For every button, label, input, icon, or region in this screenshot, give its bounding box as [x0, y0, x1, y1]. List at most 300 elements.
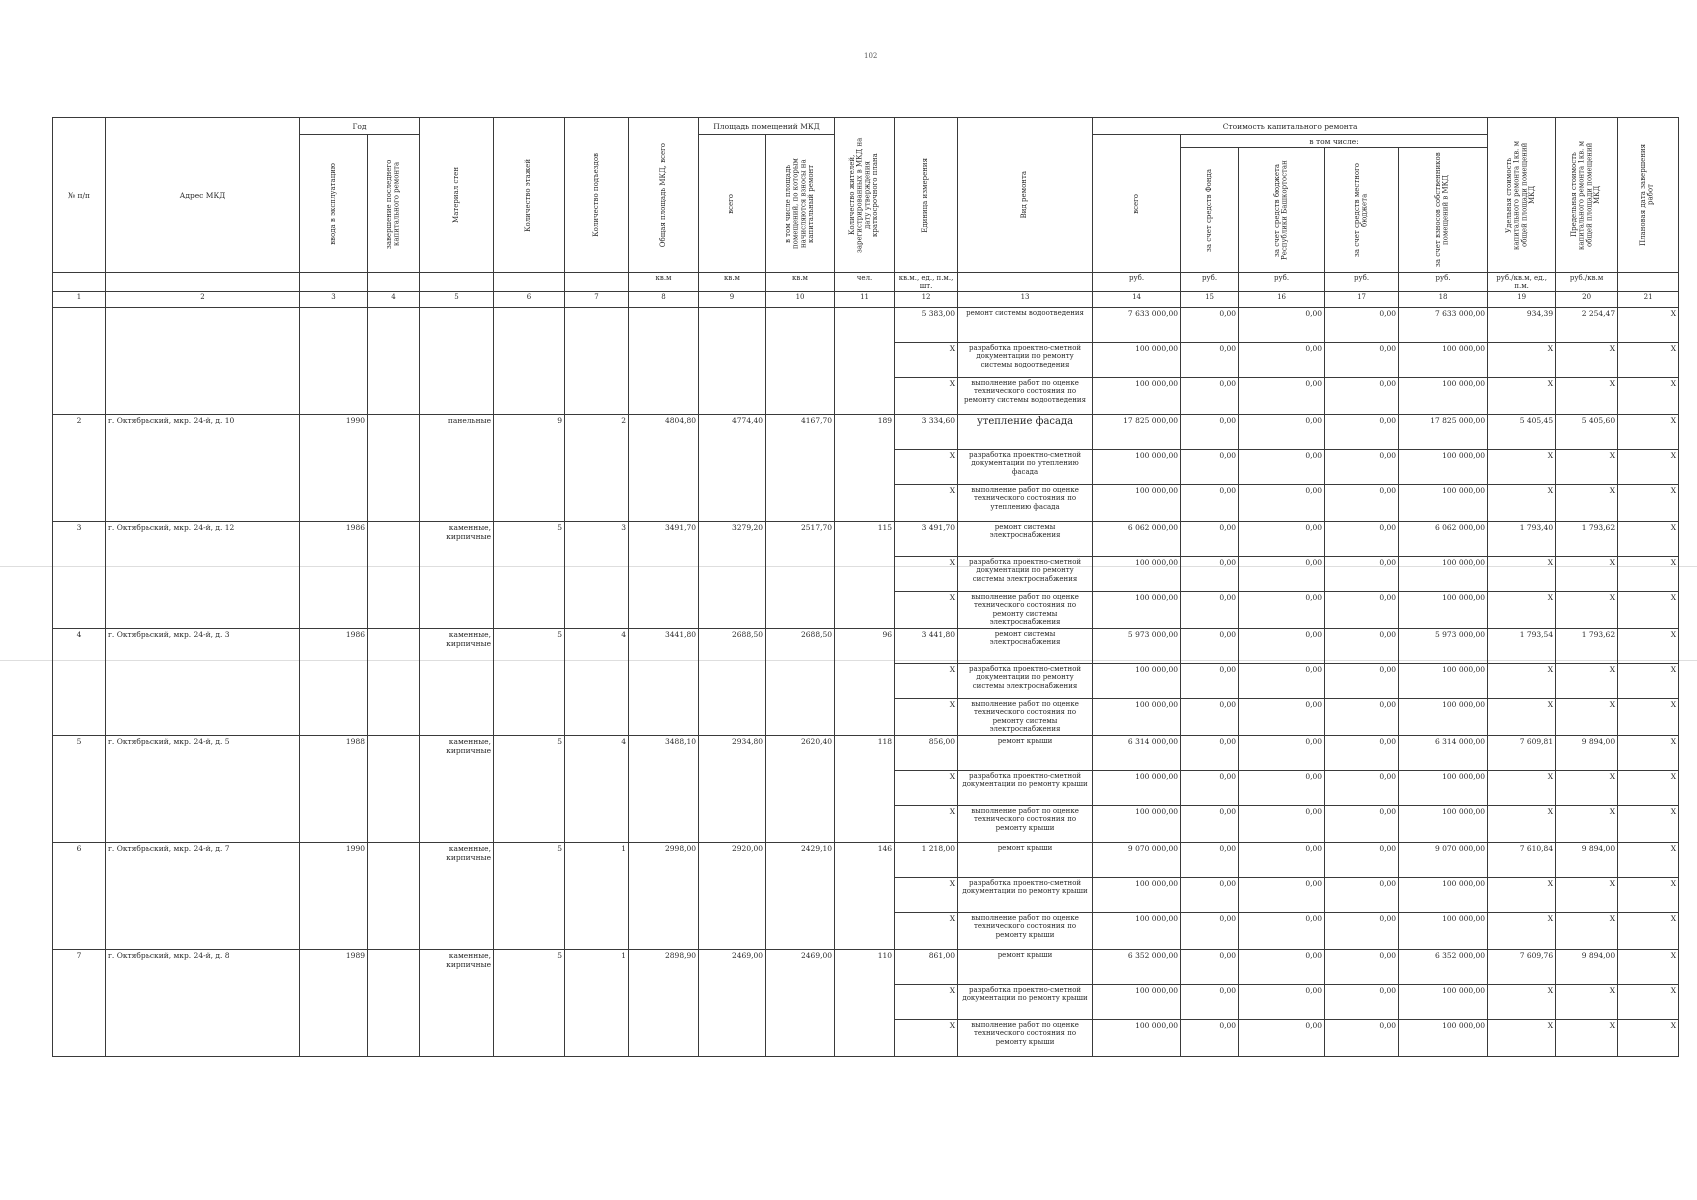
unit-cell: чел.	[835, 273, 895, 292]
work-unit: 856,00	[895, 736, 958, 771]
header-residents: Количество жителей, зарегистрированных в МКД на дату утверждения краткосрочного плана	[835, 118, 895, 273]
column-number-cell: 19	[1488, 292, 1556, 308]
work-date: X	[1618, 522, 1679, 557]
work-total: 100 000,00	[1093, 485, 1181, 522]
work-type: ремонт крыши	[958, 736, 1093, 771]
work-owners: 100 000,00	[1399, 806, 1488, 843]
work-unit-cost: X	[1488, 1020, 1556, 1057]
work-total: 100 000,00	[1093, 985, 1181, 1020]
work-unit-cost: X	[1488, 699, 1556, 736]
work-unit-cost: 7 609,81	[1488, 736, 1556, 771]
work-type: ремонт крыши	[958, 843, 1093, 878]
work-unit: 3 491,70	[895, 522, 958, 557]
work-rb: 0,00	[1239, 592, 1325, 629]
work-unit: X	[895, 664, 958, 699]
work-unit: X	[895, 771, 958, 806]
row-area-contrib	[766, 308, 835, 415]
row-floors: 9	[494, 415, 565, 522]
work-unit-cost: X	[1488, 343, 1556, 378]
unit-cell	[958, 273, 1093, 292]
work-unit: X	[895, 878, 958, 913]
work-limit: X	[1556, 450, 1618, 485]
header-limit-cost: Предельная стоимость капитального ремонта 1кв. м общей площади помещений МКД	[1556, 118, 1618, 273]
work-type: ремонт системы электроснабжения	[958, 522, 1093, 557]
work-unit-cost: X	[1488, 985, 1556, 1020]
work-date: X	[1618, 1020, 1679, 1057]
header-area: Площадь помещений МКД	[699, 118, 835, 135]
row-address: г. Октябрьский, мкр. 24-й, д. 5	[106, 736, 300, 843]
row-year-repair	[368, 843, 420, 950]
column-number-cell: 4	[368, 292, 420, 308]
unit-cell: руб.	[1325, 273, 1399, 292]
column-number-cell: 7	[565, 292, 629, 308]
work-total: 6 062 000,00	[1093, 522, 1181, 557]
work-unit-cost: X	[1488, 592, 1556, 629]
row-floors: 5	[494, 736, 565, 843]
header-cost-owners: за счет взносов собственников помещений в МКД	[1399, 148, 1488, 273]
row-year-built: 1990	[300, 415, 368, 522]
header-area-all: всего	[699, 135, 766, 273]
work-rb: 0,00	[1239, 1020, 1325, 1057]
row-material: каменные, кирпичные	[420, 522, 494, 629]
work-local: 0,00	[1325, 736, 1399, 771]
header-unit: Единица измерения	[895, 118, 958, 273]
row-floors: 5	[494, 843, 565, 950]
work-date: X	[1618, 699, 1679, 736]
work-local: 0,00	[1325, 378, 1399, 415]
unit-cell	[420, 273, 494, 292]
work-unit: X	[895, 378, 958, 415]
row-num: 6	[53, 843, 106, 950]
header-cost-fund: за счет средств Фонда	[1181, 148, 1239, 273]
work-owners: 9 070 000,00	[1399, 843, 1488, 878]
work-rb: 0,00	[1239, 736, 1325, 771]
work-date: X	[1618, 913, 1679, 950]
header-year-built: ввода в эксплуатацию	[300, 135, 368, 273]
row-num: 2	[53, 415, 106, 522]
work-local: 0,00	[1325, 913, 1399, 950]
row-address: г. Октябрьский, мкр. 24-й, д. 3	[106, 629, 300, 736]
work-unit: X	[895, 450, 958, 485]
column-number-cell: 10	[766, 292, 835, 308]
work-unit-cost: X	[1488, 664, 1556, 699]
table-row	[53, 843, 1679, 878]
row-year-built: 1986	[300, 629, 368, 736]
work-owners: 5 973 000,00	[1399, 629, 1488, 664]
work-type: разработка проектно-сметной документации по ремонту крыши	[958, 878, 1093, 913]
work-owners: 100 000,00	[1399, 913, 1488, 950]
work-unit: 861,00	[895, 950, 958, 985]
column-number-cell: 3	[300, 292, 368, 308]
work-unit-cost: X	[1488, 771, 1556, 806]
work-rb: 0,00	[1239, 415, 1325, 450]
work-type: выполнение работ по оценке технического состояния по ремонту крыши	[958, 1020, 1093, 1057]
unit-cell	[53, 273, 106, 292]
work-rb: 0,00	[1239, 664, 1325, 699]
unit-cell: руб./кв.м	[1556, 273, 1618, 292]
row-area-all	[699, 308, 766, 415]
work-total: 100 000,00	[1093, 592, 1181, 629]
row-material: панельные	[420, 415, 494, 522]
work-date: X	[1618, 557, 1679, 592]
work-local: 0,00	[1325, 843, 1399, 878]
column-number-cell: 12	[895, 292, 958, 308]
unit-cell: руб.	[1399, 273, 1488, 292]
work-owners: 100 000,00	[1399, 343, 1488, 378]
row-residents: 189	[835, 415, 895, 522]
row-material: каменные, кирпичные	[420, 736, 494, 843]
work-rb: 0,00	[1239, 629, 1325, 664]
row-residents: 96	[835, 629, 895, 736]
table-row	[53, 308, 1679, 343]
work-unit-cost: 1 793,54	[1488, 629, 1556, 664]
header-num: № п/п	[53, 118, 106, 273]
row-address	[106, 308, 300, 415]
row-material	[420, 308, 494, 415]
row-area-all: 2469,00	[699, 950, 766, 1057]
column-number-cell: 14	[1093, 292, 1181, 308]
row-area-contrib: 4167,70	[766, 415, 835, 522]
row-floors	[494, 308, 565, 415]
row-year-built: 1990	[300, 843, 368, 950]
work-limit: 5 405,60	[1556, 415, 1618, 450]
row-residents: 110	[835, 950, 895, 1057]
work-type: выполнение работ по оценке технического состояния по ремонту крыши	[958, 806, 1093, 843]
row-address: г. Октябрьский, мкр. 24-й, д. 8	[106, 950, 300, 1057]
unit-cell: кв.м., ед., п.м., шт.	[895, 273, 958, 292]
work-type: разработка проектно-сметной документации по ремонту крыши	[958, 985, 1093, 1020]
work-fund: 0,00	[1181, 629, 1239, 664]
row-entrances: 4	[565, 629, 629, 736]
work-unit: X	[895, 806, 958, 843]
work-limit: 1 793,62	[1556, 522, 1618, 557]
work-owners: 100 000,00	[1399, 664, 1488, 699]
work-rb: 0,00	[1239, 343, 1325, 378]
work-fund: 0,00	[1181, 736, 1239, 771]
capital-repair-table	[52, 117, 1679, 1057]
work-total: 100 000,00	[1093, 1020, 1181, 1057]
work-local: 0,00	[1325, 343, 1399, 378]
header-entrances: Количество подъездов	[565, 118, 629, 273]
header-area-contrib: в том числе площадь помещений, по которым начисляются взносы на капитальный ремонт	[766, 135, 835, 273]
row-floors: 5	[494, 950, 565, 1057]
work-fund: 0,00	[1181, 592, 1239, 629]
work-total: 100 000,00	[1093, 343, 1181, 378]
work-rb: 0,00	[1239, 485, 1325, 522]
work-date: X	[1618, 343, 1679, 378]
unit-cell	[106, 273, 300, 292]
work-total: 7 633 000,00	[1093, 308, 1181, 343]
work-rb: 0,00	[1239, 378, 1325, 415]
work-type: разработка проектно-сметной документации по ремонту системы электроснабжения	[958, 664, 1093, 699]
work-rb: 0,00	[1239, 522, 1325, 557]
row-area-all: 2688,50	[699, 629, 766, 736]
column-number-cell: 13	[958, 292, 1093, 308]
work-fund: 0,00	[1181, 806, 1239, 843]
row-year-repair	[368, 308, 420, 415]
table-row	[53, 629, 1679, 664]
work-local: 0,00	[1325, 592, 1399, 629]
work-fund: 0,00	[1181, 450, 1239, 485]
work-fund: 0,00	[1181, 378, 1239, 415]
work-total: 100 000,00	[1093, 450, 1181, 485]
work-limit: 2 254,47	[1556, 308, 1618, 343]
work-owners: 100 000,00	[1399, 557, 1488, 592]
work-unit-cost: X	[1488, 485, 1556, 522]
work-fund: 0,00	[1181, 950, 1239, 985]
header-cost-local: за счет средств местного бюджета	[1325, 148, 1399, 273]
work-total: 100 000,00	[1093, 378, 1181, 415]
work-date: X	[1618, 664, 1679, 699]
work-date: X	[1618, 985, 1679, 1020]
work-unit: 5 383,00	[895, 308, 958, 343]
work-owners: 100 000,00	[1399, 592, 1488, 629]
work-total: 6 352 000,00	[1093, 950, 1181, 985]
work-unit: X	[895, 699, 958, 736]
work-type: ремонт системы электроснабжения	[958, 629, 1093, 664]
row-floors: 5	[494, 629, 565, 736]
row-num	[53, 308, 106, 415]
row-num: 4	[53, 629, 106, 736]
work-local: 0,00	[1325, 664, 1399, 699]
work-total: 17 825 000,00	[1093, 415, 1181, 450]
work-owners: 6 062 000,00	[1399, 522, 1488, 557]
column-number-cell: 2	[106, 292, 300, 308]
work-type: выполнение работ по оценке технического состояния по ремонту системы водоотведения	[958, 378, 1093, 415]
row-entrances: 3	[565, 522, 629, 629]
row-material: каменные, кирпичные	[420, 843, 494, 950]
header-material: Материал стен	[420, 118, 494, 273]
work-rb: 0,00	[1239, 699, 1325, 736]
work-limit: X	[1556, 378, 1618, 415]
work-unit-cost: X	[1488, 557, 1556, 592]
row-area-all: 3279,20	[699, 522, 766, 629]
column-number-cell: 18	[1399, 292, 1488, 308]
column-number-cell: 1	[53, 292, 106, 308]
work-local: 0,00	[1325, 629, 1399, 664]
work-owners: 6 352 000,00	[1399, 950, 1488, 985]
work-fund: 0,00	[1181, 771, 1239, 806]
row-total-area: 2898,90	[629, 950, 699, 1057]
work-date: X	[1618, 950, 1679, 985]
work-local: 0,00	[1325, 950, 1399, 985]
unit-cell: кв.м	[629, 273, 699, 292]
row-year-repair	[368, 415, 420, 522]
row-address: г. Октябрьский, мкр. 24-й, д. 10	[106, 415, 300, 522]
work-limit: X	[1556, 664, 1618, 699]
work-limit: X	[1556, 485, 1618, 522]
work-total: 100 000,00	[1093, 878, 1181, 913]
row-entrances: 4	[565, 736, 629, 843]
column-number-cell: 21	[1618, 292, 1679, 308]
column-number-cell: 9	[699, 292, 766, 308]
work-rb: 0,00	[1239, 950, 1325, 985]
work-local: 0,00	[1325, 415, 1399, 450]
work-unit: X	[895, 1020, 958, 1057]
row-year-repair	[368, 950, 420, 1057]
row-area-contrib: 2469,00	[766, 950, 835, 1057]
row-residents: 146	[835, 843, 895, 950]
work-date: X	[1618, 378, 1679, 415]
work-rb: 0,00	[1239, 985, 1325, 1020]
work-unit: X	[895, 913, 958, 950]
work-fund: 0,00	[1181, 699, 1239, 736]
work-type: утепление фасада	[958, 415, 1093, 450]
work-owners: 100 000,00	[1399, 450, 1488, 485]
work-limit: X	[1556, 985, 1618, 1020]
work-fund: 0,00	[1181, 485, 1239, 522]
work-unit: 3 441,80	[895, 629, 958, 664]
work-unit-cost: 7 609,76	[1488, 950, 1556, 985]
work-limit: 1 793,62	[1556, 629, 1618, 664]
work-type: ремонт крыши	[958, 950, 1093, 985]
work-type: выполнение работ по оценке технического состояния по ремонту крыши	[958, 913, 1093, 950]
header-floors: Количество этажей	[494, 118, 565, 273]
work-unit: X	[895, 485, 958, 522]
unit-cell: руб.	[1093, 273, 1181, 292]
work-type: разработка проектно-сметной документации по ремонту крыши	[958, 771, 1093, 806]
work-local: 0,00	[1325, 771, 1399, 806]
header-repair-type: Вид ремонта	[958, 118, 1093, 273]
header-year: Год	[300, 118, 420, 135]
row-entrances: 2	[565, 415, 629, 522]
row-residents: 118	[835, 736, 895, 843]
work-fund: 0,00	[1181, 985, 1239, 1020]
row-area-contrib: 2688,50	[766, 629, 835, 736]
header-unit-cost: Удельная стоимость капитального ремонта 1кв. м общей площади помещений МКД	[1488, 118, 1556, 273]
work-limit: 9 894,00	[1556, 950, 1618, 985]
work-date: X	[1618, 843, 1679, 878]
work-type: выполнение работ по оценке технического состояния по ремонту системы электроснабжения	[958, 592, 1093, 629]
work-type: выполнение работ по оценке технического состояния по утеплению фасада	[958, 485, 1093, 522]
row-address: г. Октябрьский, мкр. 24-й, д. 12	[106, 522, 300, 629]
column-number-cell: 16	[1239, 292, 1325, 308]
work-local: 0,00	[1325, 1020, 1399, 1057]
work-fund: 0,00	[1181, 913, 1239, 950]
header-year-repair: завершение последнего капитального ремонта	[368, 135, 420, 273]
units-row	[53, 273, 1679, 292]
row-year-repair	[368, 522, 420, 629]
row-total-area: 3491,70	[629, 522, 699, 629]
work-local: 0,00	[1325, 485, 1399, 522]
work-date: X	[1618, 736, 1679, 771]
work-local: 0,00	[1325, 878, 1399, 913]
work-local: 0,00	[1325, 308, 1399, 343]
work-total: 100 000,00	[1093, 771, 1181, 806]
work-local: 0,00	[1325, 522, 1399, 557]
work-fund: 0,00	[1181, 415, 1239, 450]
work-date: X	[1618, 806, 1679, 843]
work-limit: X	[1556, 343, 1618, 378]
work-limit: X	[1556, 878, 1618, 913]
work-owners: 100 000,00	[1399, 699, 1488, 736]
unit-cell: кв.м	[699, 273, 766, 292]
column-number-cell: 15	[1181, 292, 1239, 308]
work-owners: 17 825 000,00	[1399, 415, 1488, 450]
work-rb: 0,00	[1239, 450, 1325, 485]
work-rb: 0,00	[1239, 806, 1325, 843]
row-year-repair	[368, 736, 420, 843]
work-type: разработка проектно-сметной документации по утеплению фасада	[958, 450, 1093, 485]
header-total-area: Общая площадь МКД, всего	[629, 118, 699, 273]
work-owners: 6 314 000,00	[1399, 736, 1488, 771]
work-fund: 0,00	[1181, 522, 1239, 557]
row-residents: 115	[835, 522, 895, 629]
work-unit-cost: 5 405,45	[1488, 415, 1556, 450]
work-unit: 1 218,00	[895, 843, 958, 878]
row-floors: 5	[494, 522, 565, 629]
table-row	[53, 522, 1679, 557]
work-unit-cost: 1 793,40	[1488, 522, 1556, 557]
work-unit-cost: X	[1488, 450, 1556, 485]
work-owners: 100 000,00	[1399, 1020, 1488, 1057]
work-type: разработка проектно-сметной документации по ремонту системы водоотведения	[958, 343, 1093, 378]
work-owners: 100 000,00	[1399, 771, 1488, 806]
work-type: разработка проектно-сметной документации по ремонту системы электроснабжения	[958, 557, 1093, 592]
work-owners: 100 000,00	[1399, 378, 1488, 415]
work-limit: X	[1556, 806, 1618, 843]
row-area-all: 2934,80	[699, 736, 766, 843]
work-rb: 0,00	[1239, 557, 1325, 592]
unit-cell	[565, 273, 629, 292]
row-entrances: 1	[565, 950, 629, 1057]
table-row	[53, 415, 1679, 450]
work-unit-cost: X	[1488, 806, 1556, 843]
header-cost: Стоимость капитального ремонта	[1093, 118, 1488, 135]
work-limit: X	[1556, 1020, 1618, 1057]
column-number-cell: 8	[629, 292, 699, 308]
row-area-contrib: 2517,70	[766, 522, 835, 629]
work-local: 0,00	[1325, 450, 1399, 485]
work-date: X	[1618, 415, 1679, 450]
row-area-contrib: 2620,40	[766, 736, 835, 843]
work-total: 9 070 000,00	[1093, 843, 1181, 878]
work-unit-cost: X	[1488, 913, 1556, 950]
work-owners: 100 000,00	[1399, 878, 1488, 913]
work-total: 100 000,00	[1093, 557, 1181, 592]
row-area-all: 2920,00	[699, 843, 766, 950]
header-date: Плановая дата завершения работ	[1618, 118, 1679, 273]
row-year-built: 1989	[300, 950, 368, 1057]
work-total: 100 000,00	[1093, 664, 1181, 699]
column-number-cell: 17	[1325, 292, 1399, 308]
column-number-cell: 5	[420, 292, 494, 308]
work-limit: X	[1556, 592, 1618, 629]
header-address: Адрес МКД	[106, 118, 300, 273]
work-total: 100 000,00	[1093, 699, 1181, 736]
table-row	[53, 736, 1679, 771]
work-fund: 0,00	[1181, 557, 1239, 592]
work-local: 0,00	[1325, 699, 1399, 736]
work-owners: 7 633 000,00	[1399, 308, 1488, 343]
work-rb: 0,00	[1239, 308, 1325, 343]
header-cost-rb: за счет средств бюджета Республики Башкортостан	[1239, 148, 1325, 273]
work-unit-cost: 7 610,84	[1488, 843, 1556, 878]
unit-cell: руб.	[1239, 273, 1325, 292]
row-address: г. Октябрьский, мкр. 24-й, д. 7	[106, 843, 300, 950]
work-unit-cost: X	[1488, 378, 1556, 415]
row-total-area: 3488,10	[629, 736, 699, 843]
work-rb: 0,00	[1239, 843, 1325, 878]
work-fund: 0,00	[1181, 843, 1239, 878]
work-type: выполнение работ по оценке технического состояния по ремонту системы электроснабжения	[958, 699, 1093, 736]
header-cost-total: всего	[1093, 135, 1181, 273]
row-year-built	[300, 308, 368, 415]
work-unit-cost: 934,39	[1488, 308, 1556, 343]
row-residents	[835, 308, 895, 415]
work-unit: X	[895, 557, 958, 592]
work-fund: 0,00	[1181, 664, 1239, 699]
